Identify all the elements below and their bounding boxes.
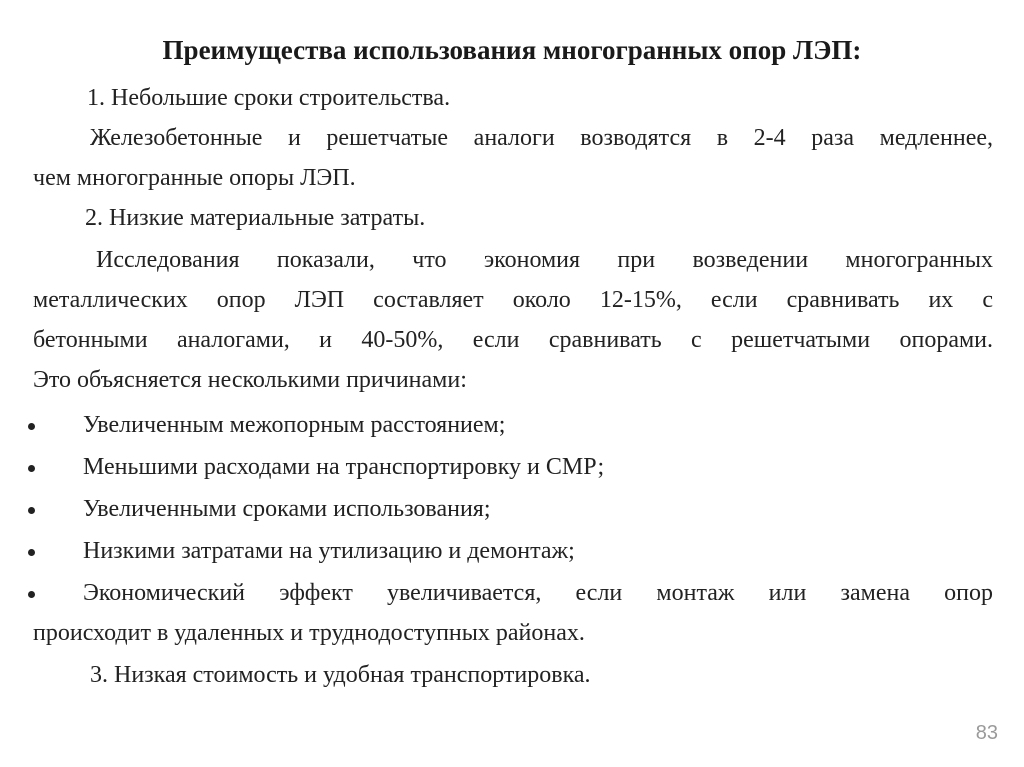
point-1-heading: 1. Небольшие сроки строительства. [87,85,451,111]
bullet-item [0,573,1024,613]
point-1-text-line-2: чем многогранные опоры ЛЭП. [33,165,356,191]
point-1-text-line-1: Железобетонные и решетчатые аналоги возводятся в 2-4 раза медленнее, [90,125,993,151]
bullet-5-continuation: происходит в удаленных и труднодоступных районах. [33,620,585,646]
bullet-icon [28,465,35,472]
point-2-text-line-4: Это объясняется несколькими причинами: [33,367,467,393]
point-2-text-line-3: бетонными аналогами, и 40-50%, если сравнивать с решетчатыми опорами. [33,327,993,353]
bullet-icon [28,507,35,514]
bullet-item [0,447,1024,487]
bullet-text: Экономический эффект увеличивается, если монтаж или замена опор [83,580,993,606]
bullet-icon [28,423,35,430]
bullet-text: Увеличенными сроками использования; [83,496,491,522]
point-2-text-line-1: Исследования показали, что экономия при возведении многогранных [96,247,993,273]
bullet-item [0,405,1024,445]
point-2-heading: 2. Низкие материальные затраты. [85,205,426,231]
slide-title: Преимущества использования многогранных опор ЛЭП: [162,35,862,65]
point-2-text-line-2: металлических опор ЛЭП составляет около 12-15%, если сравнивать их с [33,287,993,313]
point-3-heading: 3. Низкая стоимость и удобная транспортировка. [90,662,591,688]
bullet-icon [28,549,35,556]
page-number: 83 [975,722,998,744]
bullet-icon [28,591,35,598]
bullet-text: Меньшими расходами на транспортировку и СМР; [83,454,605,480]
bullet-text: Низкими затратами на утилизацию и демонтаж; [83,538,575,564]
bullet-item [0,531,1024,571]
bullet-text: Увеличенным межопорным расстоянием; [83,412,506,438]
bullet-item [0,489,1024,529]
